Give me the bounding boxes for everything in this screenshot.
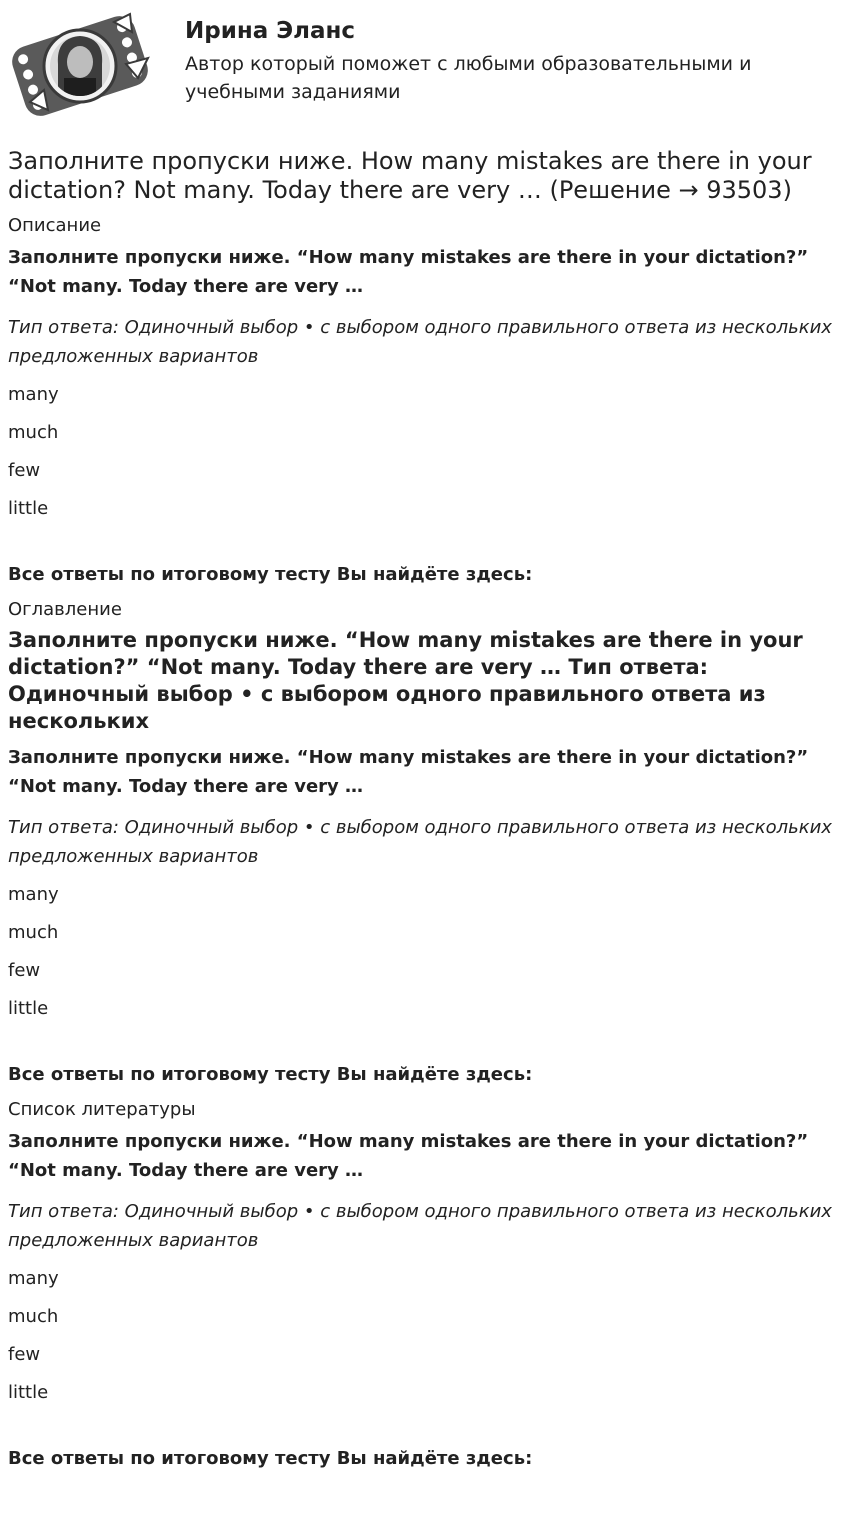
bibliography-section	[8, 1097, 838, 1472]
author-description: Автор который поможет с любыми образовательными и учебными заданиями	[185, 53, 752, 103]
section-label-toc: Оглавление	[8, 599, 122, 620]
answer-option: much	[8, 1306, 59, 1327]
toc-section	[8, 597, 838, 1088]
answer-option: many	[8, 884, 59, 905]
toc-heading: Заполните пропуски ниже. “How many mistakes are there in your dictation?” “Not many. Today there are very … Тип ответа: Одиночный выбор • с выбором одного правильного ответа из нескольких	[8, 628, 803, 733]
author-header	[8, 6, 838, 126]
question-text: Заполните пропуски ниже. “How many mistakes are there in your dictation?” “Not many. Today there are very …	[8, 1131, 809, 1181]
answer-option: few	[8, 1344, 41, 1365]
question-text: Заполните пропуски ниже. “How many mistakes are there in your dictation?” “Not many. Today there are very …	[8, 747, 809, 797]
avatar-film-frame-icon	[8, 6, 152, 126]
answer-options	[8, 380, 838, 523]
answer-type: Тип ответа: Одиночный выбор • с выбором одного правильного ответа из нескольких предложенных вариантов	[8, 817, 832, 867]
all-answers-text: Все ответы по итоговому тесту Вы найдёте здесь:	[8, 564, 533, 585]
answer-option: little	[8, 498, 49, 519]
page-title: Заполните пропуски ниже. How many mistakes are there in your dictation? Not many. Today there are very … (Решение → 93503)	[8, 147, 812, 204]
author-name[interactable]: Ирина Эланс	[185, 18, 356, 44]
all-answers-text: Все ответы по итоговому тесту Вы найдёте здесь:	[8, 1448, 533, 1469]
description-section	[8, 213, 838, 588]
answer-option: little	[8, 1382, 49, 1403]
answer-options	[8, 880, 838, 1023]
author-avatar[interactable]	[8, 6, 152, 126]
answer-options	[8, 1264, 838, 1407]
answer-option: much	[8, 422, 59, 443]
answer-option: much	[8, 922, 59, 943]
answer-option: little	[8, 998, 49, 1019]
answer-option: many	[8, 384, 59, 405]
answer-option: few	[8, 460, 41, 481]
answer-type: Тип ответа: Одиночный выбор • с выбором одного правильного ответа из нескольких предложенных вариантов	[8, 1201, 832, 1251]
answer-type: Тип ответа: Одиночный выбор • с выбором одного правильного ответа из нескольких предложенных вариантов	[8, 317, 832, 367]
main-content	[8, 147, 838, 1481]
answer-option: many	[8, 1268, 59, 1289]
question-text: Заполните пропуски ниже. “How many mistakes are there in your dictation?” “Not many. Today there are very …	[8, 247, 809, 297]
answer-option: few	[8, 960, 41, 981]
all-answers-text: Все ответы по итоговому тесту Вы найдёте здесь:	[8, 1064, 533, 1085]
section-label-bibliography: Список литературы	[8, 1099, 196, 1120]
section-label-description: Описание	[8, 215, 102, 236]
